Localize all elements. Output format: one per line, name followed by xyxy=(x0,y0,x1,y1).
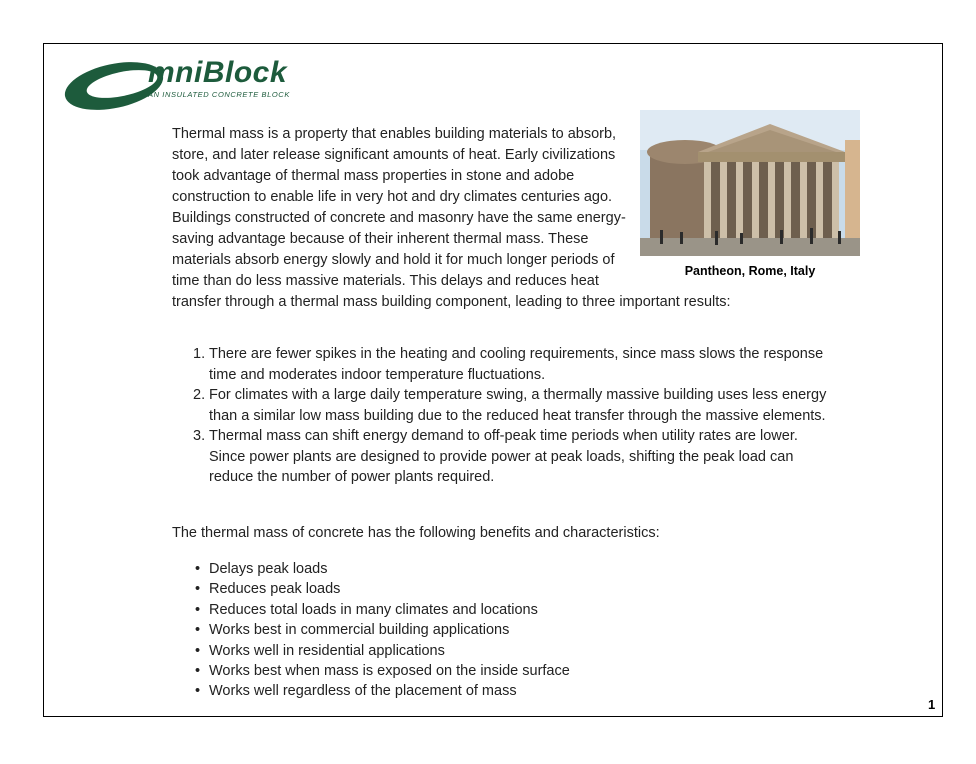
list-item xyxy=(193,681,570,701)
benefits-heading: The thermal mass of concrete has the following benefits and characteristics: xyxy=(172,525,660,541)
list-item-text: Thermal mass can shift energy demand to off-peak time periods when utility rates are lower. Since power plants are designed to provide power at peak loads, shifting the peak load can reduce the number of power plants required. xyxy=(209,428,798,485)
bullet-icon: • xyxy=(195,601,201,618)
list-item xyxy=(193,344,833,385)
bullet-icon: • xyxy=(195,663,201,680)
list-item xyxy=(193,579,570,599)
list-number: 3. xyxy=(193,428,206,444)
logo-wordmark: mniBlock xyxy=(148,56,288,89)
bullet-icon: • xyxy=(195,581,201,598)
omniblock-logo xyxy=(62,56,332,116)
list-item xyxy=(193,385,833,426)
page-number: 1 xyxy=(928,697,936,712)
bullet-icon: • xyxy=(195,622,201,639)
list-number: 2. xyxy=(193,387,206,403)
intro-section xyxy=(172,124,816,313)
list-item-text: Works well in residential applications xyxy=(209,642,445,659)
list-item xyxy=(193,661,570,681)
photo-caption: Pantheon, Rome, Italy xyxy=(684,264,816,278)
pantheon-photo xyxy=(640,110,860,256)
bullet-icon: • xyxy=(195,642,201,659)
list-item-text: Delays peak loads xyxy=(209,561,328,577)
intro-paragraph: Thermal mass is a property that enables building materials to absorb, store, and later release significant amounts of heat. Early civilizations took advantage of thermal mass properties in stone and adobe construction to enable life in very hot and dry climates centuries ago. Buildings constructed of concrete and masonry have the same energy-saving advantage because of their inherent thermal mass. These materials absorb energy slowly and hold it for much longer periods of time than do less massive materials. This delays and reduces heat transfer through a thermal mass building component, leading to three important results: xyxy=(172,126,731,310)
benefits-list xyxy=(193,559,570,702)
list-item-text: Reduces total loads in many climates and locations xyxy=(209,601,538,618)
list-item xyxy=(193,600,570,620)
photo-figure xyxy=(640,110,860,282)
list-item-text: Works best when mass is exposed on the inside surface xyxy=(209,663,570,680)
logo-tagline: AN INSULATED CONCRETE BLOCK xyxy=(148,90,290,99)
list-item-text: For climates with a large daily temperature swing, a thermally massive building uses less energy than a similar low mass building due to the reduced heat transfer through the massive elements. xyxy=(209,387,827,424)
results-list xyxy=(193,344,833,488)
list-item-text: Works best in commercial building applications xyxy=(209,622,510,639)
bullet-icon: • xyxy=(195,683,201,700)
list-item xyxy=(193,620,570,640)
list-item-text: Works well regardless of the placement of mass xyxy=(209,683,517,700)
list-item-text: There are fewer spikes in the heating and cooling requirements, since mass slows the response time and moderates indoor temperature fluctuations. xyxy=(209,346,824,383)
bullet-icon: • xyxy=(195,561,201,577)
list-item xyxy=(193,641,570,661)
list-item-text: Reduces peak loads xyxy=(209,581,341,598)
list-item xyxy=(193,559,570,579)
list-item xyxy=(193,426,833,488)
list-number: 1. xyxy=(193,346,206,362)
